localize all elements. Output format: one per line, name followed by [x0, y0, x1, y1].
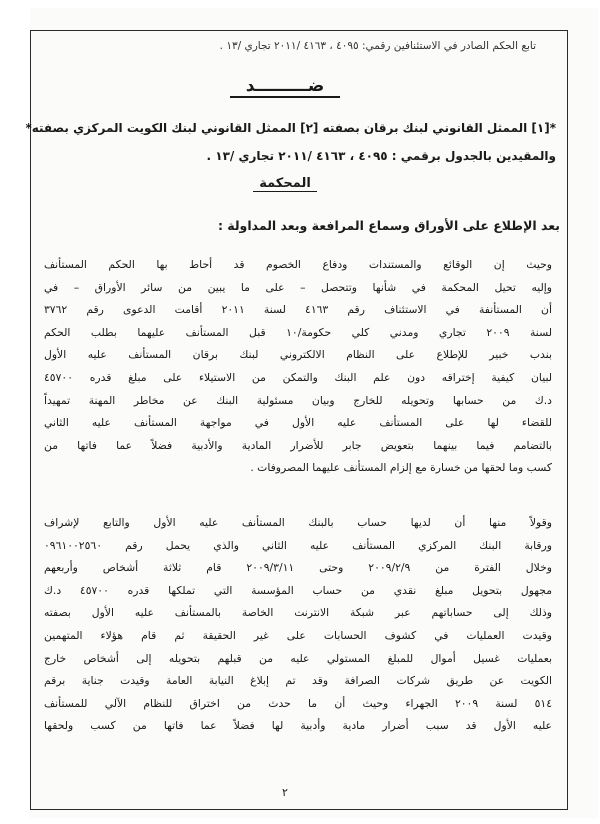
paragraph-line: للقضاء لها على المستأنف عليه الأول في مواجهة المستأنف عليه الثاني [44, 416, 552, 430]
paragraph-line: وخلال الفترة من ٢٠٠٩/٢/٩ وحتى ٢٠٠٩/٣/١١ قام ثلاثة أشخاص وأربعهم [44, 561, 552, 575]
paragraph-line: مجهول بتحويل مبلغ نقدي من حساب المؤسسة التي تملكها قدره ٤٥٧٠٠ د.ك [44, 583, 552, 597]
paragraph-line: عليه الأول قد سبب أضرار مادية وأدبية لها فضلاً عما فاتها من كسب ولحقها [44, 719, 552, 733]
paragraph-line: أن المستأنفة في الاستئناف رقم ٤١٦٣ لسنة ٢٠١١ أقامت الدعوى رقم ٣٧٦٢ [44, 303, 552, 317]
paragraph-line: ٥١٤ لسنة ٢٠٠٩ الجهراء وحيث أن ما حدث من اختراق للنظام الآلي للمستأنف [44, 696, 552, 710]
paragraph-line: كسب وما لحقها من خسارة مع إلزام المستأنف عليهما المصروفات . [250, 461, 552, 475]
parties-line-2: والمقيدين بالجدول برقمي : ٤٠٩٥ ، ٤١٦٣ /٢٠١١ تجاري /١٣ . [206, 149, 556, 163]
paragraph-line: ورقابة البنك المركزي المستأنف عليه الثاني والذي يحمل رقم ٠٩٦١٠٠٢٥٦٠ [44, 538, 552, 552]
paragraph-line: وقيدت العمليات في كشوف الحسابات على غير الحقيقة ثم قام هؤلاء المتهمين [44, 628, 552, 642]
court-heading-text: المحكمة [253, 176, 317, 192]
paragraph-line: بعمليات غسيل أموال للمبلغ المستولي عليه من قبلهم بتحويله إلى أشخاص خارج [44, 651, 552, 665]
paragraph-line: بندب خبير للإطلاع على النظام الالكتروني لبنك برقان المستأنف عليه الأول [44, 348, 552, 362]
facts-paragraph-2 [44, 512, 552, 738]
facts-paragraph-1 [44, 254, 552, 480]
court-heading [0, 176, 570, 191]
paragraph-line: وقولاً منها أن لديها حساب بالبنك المستأنف عليه الأول والتابع لإشراف [44, 516, 552, 529]
paragraph-line: وحيث إن الوقائع والمستندات ودفاع الخصوم قد أحاط بها الحكم المستأنف [44, 258, 552, 271]
parties-line-1: *[١] الممثل القانوني لبنك برقان بصفته [٢] الممثل القانوني لبنك الكويت المركزي بصفته* [25, 121, 556, 135]
paragraph-line: لبيان كيفية إختراقه دون علم البنك والتمكن من الاستيلاء على مبلغ قدره ٤٥٧٠٠ [44, 370, 552, 384]
paragraph-line: د.ك من حسابها وتحويله للخارج وبيان مسئولية البنك عن مخاطر المهنة تمهيداً [44, 393, 552, 407]
against-heading-text: ضـــــــــد [230, 76, 341, 98]
page-number: ٢ [282, 786, 288, 799]
paragraph-line: بالتضامم فيما بينهما بتعويض جابر للأضرار المادية والأدبية فضلاً عما فاتها من [44, 438, 552, 452]
paragraph-line: وذلك إلى حساباتهم عبر شبكة الانترنت الخاصة بالمستأنف عليه الأول بصفته [44, 606, 552, 620]
paragraph-line: وإليه تحيل المحكمة في شأنها وتتحصل – على ما يبين من سائر الأوراق – في [44, 280, 552, 294]
against-heading [0, 76, 570, 96]
parties-block [25, 114, 556, 170]
deliberation-intro: بعد الإطلاع على الأوراق وسماع المرافعة وبعد المداولة : [217, 218, 560, 233]
paragraph-line: الكويت عن طريق شركات الصرافة وقد تم إبلاغ النيابة العامة وقيدت جناية برقم [44, 674, 552, 688]
case-reference-header: تابع الحكم الصادر في الاستئنافين رقمي: ٤٠٩٥ ، ٤١٦٣ /٢٠١١ تجاري /١٣ . [219, 40, 536, 52]
paragraph-line: لسنة ٢٠٠٩ تجاري ومدني كلي حكومة/١٠ قبل المستأنف عليهما بطلب الحكم [44, 325, 552, 339]
